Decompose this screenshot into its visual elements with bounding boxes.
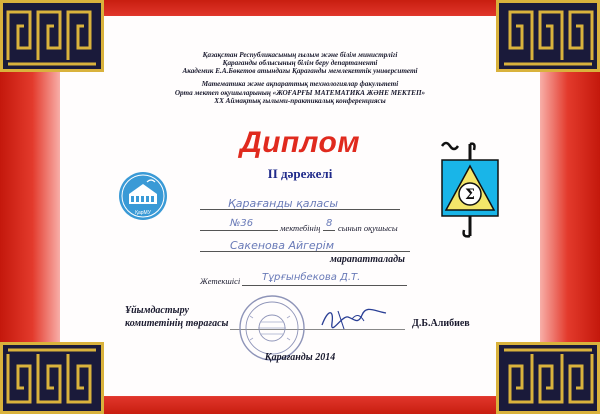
svg-text:Σ: Σ [465,187,475,203]
organizer-label-line1: Ұйымдастыру [125,305,189,316]
school-number-value: №36 [230,218,254,229]
header-department: Қарағанды облысының білім беру департаменті [222,59,378,67]
diploma-title: Диплом [239,126,361,159]
teacher-underline [242,285,407,286]
city-year: Қарағанды 2014 [264,352,336,363]
header-university: Академик Е.А.Бөкетов атындағы Қарағанды мемлекеттік университеті [182,67,418,75]
grade-label: сынып оқушысы [338,223,398,233]
diploma-degree: II дәрежелі [267,166,333,181]
teacher-label: Жетекшісі [200,276,241,286]
math-sigma-logo [438,140,502,245]
school-label: мектебінің [280,223,321,233]
grade-value: 8 [326,218,333,229]
header-conference-type: ХХ Аймақтық ғылыми-практикалық конференциясы [214,97,386,105]
header-conference-name: Орта мектеп оқушыларының «ЖОҒАРҒЫ МАТЕМАТИКА ЖӘНЕ МЕКТЕП» [174,89,426,97]
organizer-label-line2: комитетінің төрағасы [125,318,229,329]
header-ministry: Қазақстан Республикасының ғылым және білім министрлігі [202,51,398,59]
logo-label: ҚарМУ [135,210,151,216]
city-value: Қарағанды қаласы [228,197,338,210]
chair-name: Д.Б.Алибиев [412,318,470,329]
grade-underline [323,230,335,231]
student-name-value: Сакенова Айгерім [230,239,335,252]
header-faculty: Математика және ақпараттық технологиялар факультеті [201,80,399,88]
chair-signature [318,305,390,338]
teacher-value: Тұрғынбекова Д.Т. [262,272,361,283]
awarded-text: марапатталады [330,254,405,265]
school-underline [200,230,278,231]
university-logo [117,170,169,227]
